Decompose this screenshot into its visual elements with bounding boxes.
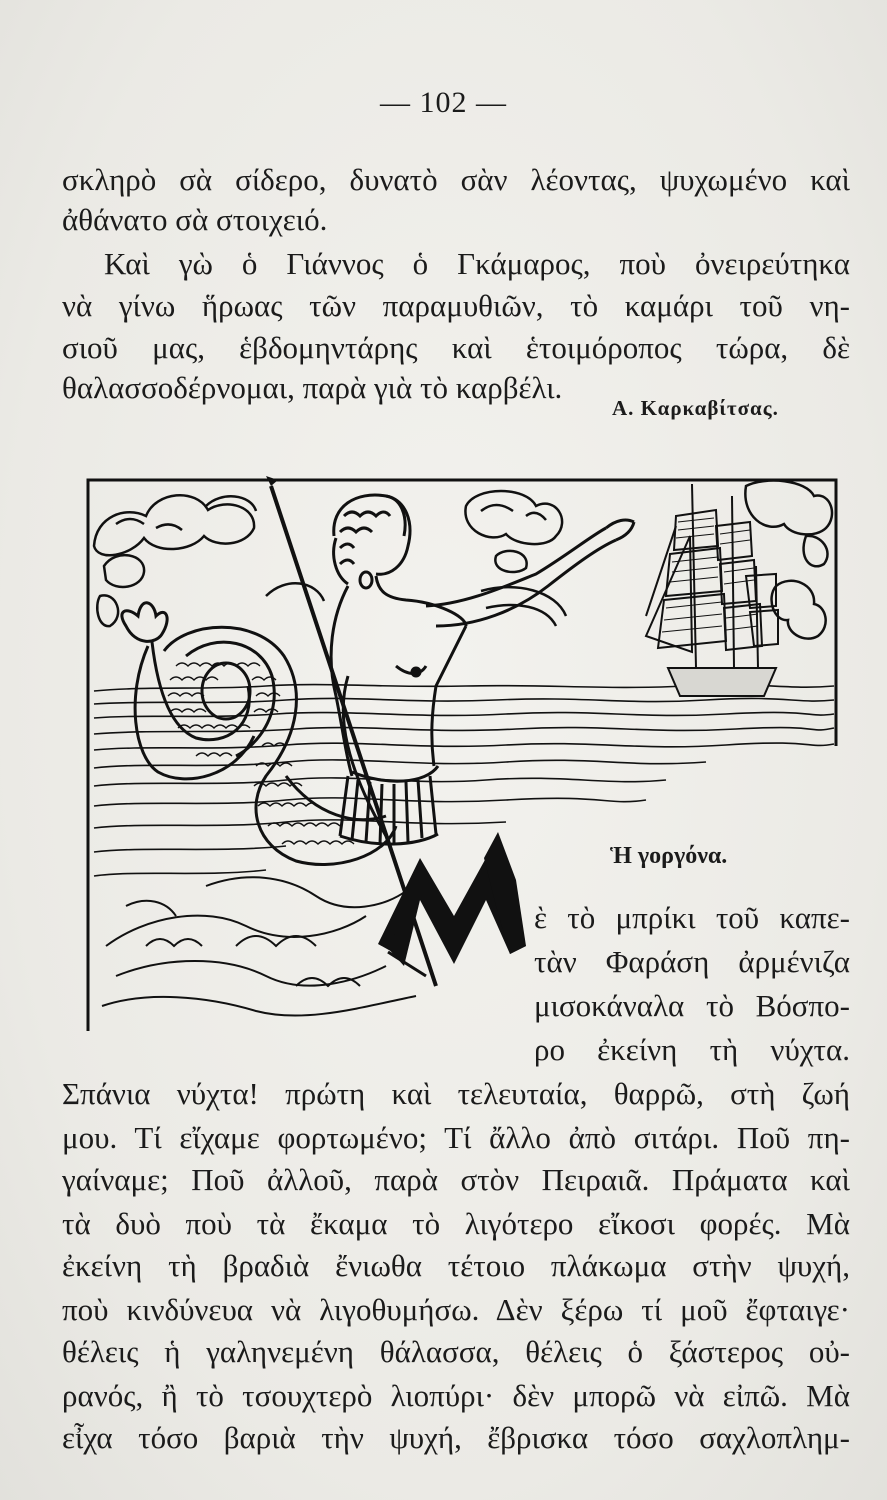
- text-line: ὲ τὸ μπρίκι τοῦ καπε-: [534, 900, 850, 935]
- text-line: τὰν Φαράση ἀρμένιζα: [534, 944, 850, 979]
- page-number: — 102 —: [380, 86, 507, 119]
- text-line: Καὶ γὼ ὁ Γιάννος ὁ Γκάμαρος, ποὺ ὀνειρεύτηκα: [104, 246, 850, 281]
- illustration-caption: Ἡ γοργόνα.: [610, 843, 728, 869]
- text-line: ρο ἐκείνη τὴ νύχτα.: [534, 1032, 850, 1067]
- text-line: μου. Τί εἴχαμε φορτωμένο; Τί ἄλλο ἀπὸ σιτάρι. Ποῦ πη-: [62, 1120, 850, 1155]
- text-line: τὰ δυὸ ποὺ τὰ ἔκαμα τὸ λιγότερο εἴκοσι φορές. Μὰ: [62, 1206, 850, 1241]
- text-line: σιοῦ μας, ἑβδομηντάρης καὶ ἑτοιμόροπος τώρα, δὲ: [62, 330, 850, 365]
- text-line: ρανός, ἢ τὸ τσουχτερὸ λιοπύρι· δὲν μπορῶ νὰ εἰπῶ. Μὰ: [62, 1378, 850, 1413]
- text-line: θαλασσοδέρνομαι, παρὰ γιὰ τὸ καρβέλι.: [62, 370, 563, 405]
- text-line: ἐκείνη τὴ βραδιὰ ἔνιωθα τέτοιο πλάκωμα στὴν ψυχή,: [62, 1248, 850, 1283]
- text-line: σκληρὸ σὰ σίδερο, δυνατὸ σὰν λέοντας, ψυχωμένο καὶ: [62, 162, 850, 197]
- author-signature: Α. Καρκαβίτσας.: [612, 396, 779, 420]
- initial-letter-m: [378, 832, 526, 976]
- text-line: νὰ γίνω ἥρωας τῶν παραμυθιῶν, τὸ καμάρι τοῦ νη-: [62, 288, 850, 323]
- text-line: θέλεις ἡ γαληνεμένη θάλασσα, θέλεις ὁ ξάστερος οὐ-: [62, 1334, 850, 1369]
- text-line: ἀθάνατο σὰ στοιχειό.: [62, 202, 328, 237]
- text-line: Σπάνια νύχτα! πρώτη καὶ τελευταία, θαρρῶ, στὴ ζωή: [62, 1076, 850, 1111]
- text-line: γαίναμε; Ποῦ ἀλλοῦ, παρὰ στὸν Πειραιᾶ. Πράματα καὶ: [62, 1162, 850, 1197]
- text-line: μισοκάναλα τὸ Βόσπο-: [534, 988, 850, 1023]
- text-line: εἶχα τόσο βαριὰ τὴν ψυχή, ἔβρισκα τόσο σαχλοπλημ-: [62, 1420, 850, 1455]
- text-line: ποὺ κινδύνευα νὰ λιγοθυμήσω. Δὲν ξέρω τί μοῦ ἔφταιγε·: [62, 1292, 850, 1327]
